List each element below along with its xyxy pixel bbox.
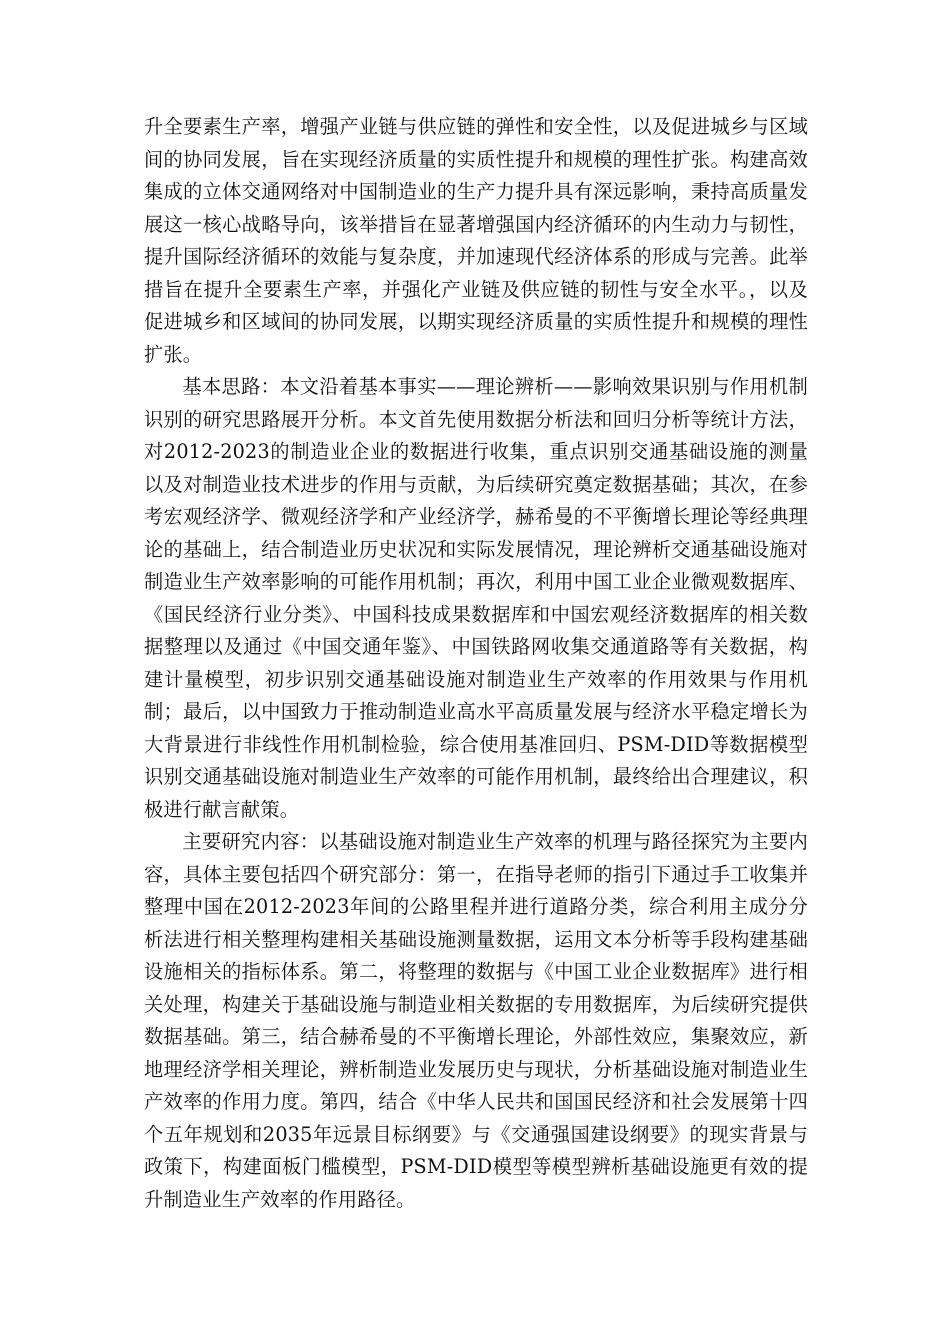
paragraph-intro-continuation: 升全要素生产率，增强产业链与供应链的弹性和安全性，以及促进城乡与区域间的协同发展，旨在实现经济质量的实质性提升和规模的理性扩张。构建高效集成的立体交通网络对中国制造业的生产力提升具有深远影响，秉持高质量发展这一核心战略导向，该举措旨在显著增强国内经济循环的内生动力与韧性，提升国际经济循环的效能与复杂度，并加速现代经济体系的形成与完善。此举措旨在提升全要素生产率，并强化产业链及供应链的韧性与安全水平。，以及促进城乡和区域间的协同发展，以期实现经济质量的实质性提升和规模的理性扩张。 (144, 115, 808, 366)
paragraph-basic-approach: 基本思路：本文沿着基本事实——理论辨析——影响效果识别与作用机制识别的研究思路展开分析。本文首先使用数据分析法和回归分析等统计方法，对2012-2023的制造业企业的数据进行收集，重点识别交通基础设施的测量以及对制造业技术进步的作用与贡献，为后续研究奠定数据基础；其次，在参考宏观经济学、微观经济学和产业经济学，赫希曼的不平衡增长理论等经典理论的基础上，结合制造业历史状况和实际发展情况，理论辨析交通基础设施对制造业生产效率影响的可能作用机制；再次，利用中国工业企业微观数据库、《国民经济行业分类》、中国科技成果数据库和中国宏观经济数据库的相关数据整理以及通过《中国交通年鉴》、中国铁路网收集交通道路等有关数据，构建计量模型，初步识别交通基础设施对制造业生产效率的作用效果与作用机制；最后，以中国致力于推动制造业高水平高质量发展与经济水平稳定增长为大背景进行非线性作用机制检验，综合使用基准回归、PSM-DID等数据模型识别交通基础设施对制造业生产效率的可能作用机制，最终给出合理建议，积极进行献言献策。 (144, 375, 808, 821)
document-body (144, 111, 808, 1216)
paragraph-main-research-content: 主要研究内容：以基础设施对制造业生产效率的机理与路径探究为主要内容，具体主要包括四个研究部分：第一，在指导老师的指引下通过手工收集并整理中国在2012-2023年间的公路里程并进行道路分类，综合利用主成分分析法进行相关整理构建相关基础设施测量数据，运用文本分析等手段构建基础设施相关的指标体系。第二，将整理的数据与《中国工业企业数据库》进行相关处理，构建关于基础设施与制造业相关数据的专用数据库，为后续研究提供数据基础。第三，结合赫希曼的不平衡增长理论，外部性效应，集聚效应，新地理经济学相关理论，辨析制造业发展历史与现状，分析基础设施对制造业生产效率的作用力度。第四，结合《中华人民共和国国民经济和社会发展第十四个五年规划和2035年远景目标纲要》与《交通强国建设纲要》的现实背景与政策下，构建面板门槛模型，PSM-DID模型等模型辨析基础设施更有效的提升制造业生产效率的作用路径。 (144, 830, 808, 1211)
